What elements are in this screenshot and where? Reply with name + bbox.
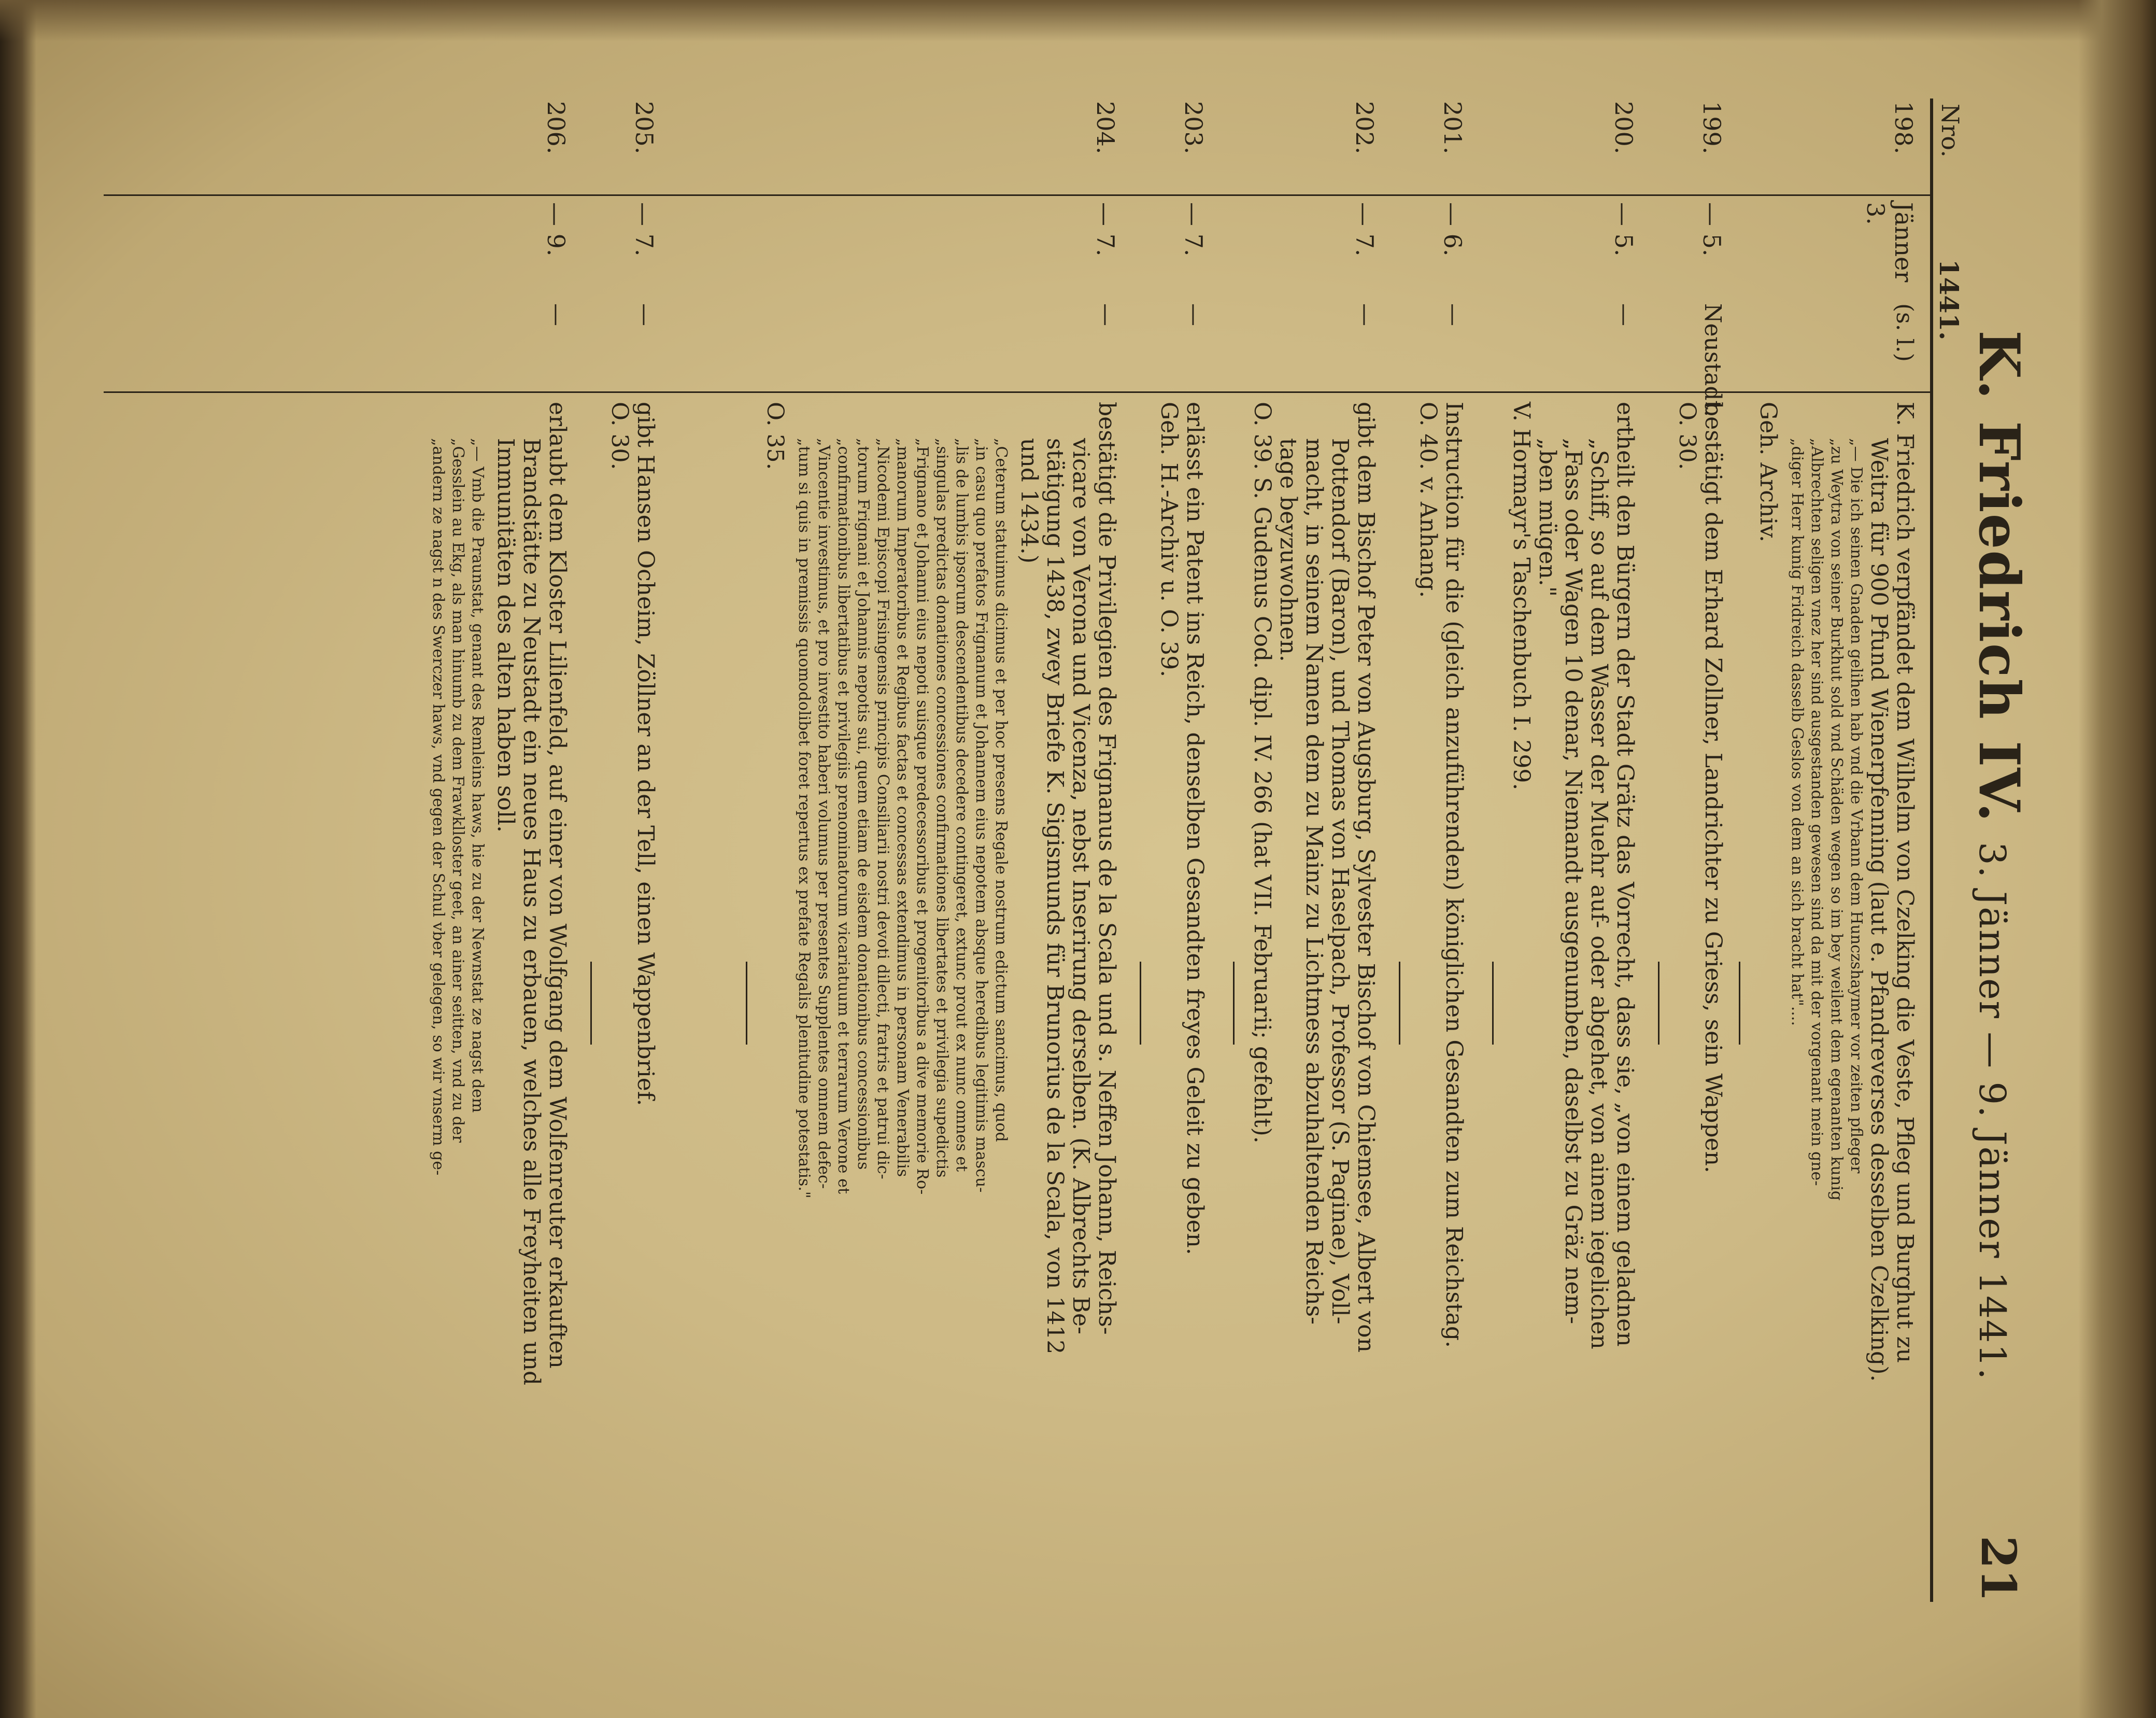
quote-line: „— Die ich seinen Gnaden gelihen hab vnd die Vrbann dem Hunczshaymer vor zeiten pfleger	[1847, 438, 1865, 1174]
entry-number: 206.	[542, 101, 570, 154]
entry-place: (s. l.)	[1891, 303, 1918, 362]
entry-place: —	[1352, 303, 1379, 326]
entry-reference: Geh. Archiv.	[1755, 402, 1781, 542]
entry-number: 204.	[1091, 101, 1119, 154]
book-gutter	[2078, 0, 2156, 1718]
scan-shadow-edge	[0, 0, 36, 1718]
entry-body	[1226, 402, 1379, 1604]
entry-body	[739, 402, 1119, 1604]
column-rule	[104, 194, 1933, 196]
entry-line: „Schiff, so auf dem Wasser der Muehr auf- oder abgehet, von ainem iegelichen	[1586, 438, 1612, 1349]
entry-place: —	[1440, 303, 1467, 326]
entry-reference: O. 40. v. Anhang.	[1415, 402, 1441, 598]
quote-line: „andern ze nagst n des Swerczer haws, vnd gegen der Schul vber gelegen, so wir vnserm ge-	[429, 438, 447, 1176]
entry-reference: O. 30.	[606, 402, 633, 470]
entry-line: Immunitäten des alten haben soll.	[492, 438, 519, 833]
entry-divider	[1492, 962, 1494, 1045]
entry-body	[1132, 402, 1208, 1604]
quote-line: „manorum Imperatoribus et Regibus factas et concessas extendimus in personam Venerabilis	[893, 438, 912, 1177]
entry-line: Brandstätte zu Neustadt ein neues Haus zu erbauen, welches alle Freyheiten und	[518, 438, 545, 1386]
heading-dates: 3. Jänner — 9. Jänner 1441.	[1971, 842, 2013, 1381]
entry-date: — 6.	[1439, 202, 1467, 257]
quote-line: „Nicodemi Episcopi Frisingensis principis Consiliarii nostri devoti dilecti, fratris et patrui dic-	[874, 438, 892, 1179]
entry-place: —	[1093, 303, 1119, 326]
entry-line: ertheilt den Bürgern der Stadt Grätz das Vorrecht, dass sie, „von einem geladnen	[1612, 402, 1638, 1347]
entry-divider	[1140, 962, 1141, 1045]
entry-line: macht, in seinem Namen dem zu Mainz zu Lichtmess abzuhaltenden Reichs-	[1301, 438, 1327, 1325]
entry-body	[1485, 402, 1638, 1604]
page-number: 21	[1970, 1535, 2026, 1602]
heading-title: K. Friedrich IV.	[1966, 330, 2032, 823]
quote-line: „Albrechten seligen vnez her sind ausgestanden gewesen sind da mit der vorgenant mein gne-	[1808, 438, 1826, 1186]
rotated-book-page	[57, 88, 2037, 1623]
entry-date: — 9.	[542, 202, 570, 257]
entry-body	[583, 402, 658, 1604]
entry-line: tage beyzuwohnen.	[1275, 438, 1301, 662]
entry-number: 199.	[1698, 101, 1726, 154]
entry-place: —	[1611, 303, 1638, 326]
entry-divider	[590, 962, 592, 1045]
entry-divider	[746, 962, 747, 1045]
entry-date: — 7.	[630, 202, 658, 257]
entry-date: Jänner 3.	[1862, 202, 1918, 283]
entry-divider	[1399, 962, 1400, 1045]
quote-line: „diger Herr kunig Fridreich dasselb Geslos von dem an sich bracht hat"....	[1788, 438, 1806, 1026]
entry-number: 198.	[1890, 101, 1918, 154]
entry-line: stätigung 1438, zwey Briefe K. Sigismunds für Brunorius de la Scala, von 1412	[1042, 438, 1068, 1355]
entry-date: — 5.	[1698, 202, 1726, 257]
entry-divider	[1739, 962, 1740, 1045]
entry-reference: V. Hormayr's Taschenbuch I. 299.	[1508, 402, 1535, 791]
entry-line: Weitra für 900 Pfund Wienerpfenning (laut e. Pfandreverses desselben Czelking).	[1866, 438, 1892, 1382]
entry-place: —	[632, 303, 658, 326]
entry-body	[1732, 402, 1918, 1604]
entry-line: erlaubt dem Kloster Lilienfeld, auf einer von Wolfgang dem Wolfenreuter erkauften	[544, 402, 571, 1369]
quote-line: „— Vmb die Praunstat, genant des Remleins haws, hie zu der Newnstat ze nagst dem	[469, 438, 487, 1113]
quote-line: „Gesslein au Ekg, als man hinumb zu dem Frawklloster geet, an ainer seitten, vnd zu der	[449, 438, 467, 1143]
entry-line: vicare von Verona und Vicenza, nebst Inserirung derselben. (K. Albrechts Be-	[1068, 438, 1094, 1334]
entry-place: —	[1181, 303, 1208, 326]
entry-line: „Fass oder Wagen 10 denar, Niemandt ausgenumben, daselbst zu Gräz nem-	[1560, 438, 1586, 1325]
entry-line: erlässt ein Patent ins Reich, denselben Gesandten freyes Geleit zu geben.	[1182, 402, 1208, 1255]
column-header-number: Nro.	[1936, 104, 1964, 158]
header-rule	[1930, 98, 1933, 1602]
entry-line: bestätigt dem Erhard Zollner, Landrichter zu Griess, sein Wappen.	[1700, 402, 1726, 1173]
entry-reference: Geh. H.-Archiv u. O. 39.	[1156, 402, 1182, 678]
quote-line: „singulas predictas donationes concessiones confirmationes libertates et privilegia supedictis	[933, 438, 951, 1178]
column-rule	[104, 391, 1933, 393]
quote-line: „Frignano et Johanni eius nepoti suisque predecessoribus et progenitoribus a dive memorie Ro-	[913, 438, 931, 1195]
entry-body	[1651, 402, 1726, 1604]
quote-line: „zu Weytra von seiner Burkhut sold vnd Schäden wegen so im bey weilent dem egenanten kunig	[1827, 438, 1846, 1201]
entry-line: „ben mügen."	[1534, 438, 1561, 597]
entry-date: — 7.	[1091, 202, 1119, 257]
entry-date: — 7.	[1351, 202, 1379, 257]
quote-line: „tum si quis in premissis quomodolibet foret repertus ex prefate Regalis plenitudine potestatis."	[795, 438, 813, 1199]
entry-number: 205.	[630, 101, 658, 154]
entry-line: Pottendorf (Baron), und Thomas von Haselpach, Professor (S. Paginae), Voll-	[1327, 438, 1353, 1325]
entry-divider	[1233, 962, 1235, 1045]
page-heading	[1966, 88, 2032, 1623]
entry-line: gibt dem Bischof Peter von Augsburg, Sylvester Bischof von Chiemsee, Albert von	[1353, 402, 1379, 1353]
entry-reference: O. 35.	[762, 402, 788, 470]
quote-line: „Ceterum statuimus dicimus et per hoc presens Regale nostrum edictum sancimus, quod	[992, 438, 1010, 1142]
entry-body	[428, 402, 570, 1604]
entry-number: 202.	[1351, 101, 1379, 154]
entry-line: und 1434.)	[1016, 438, 1042, 564]
scan-top-edge	[0, 0, 2156, 41]
quote-line: „Vincentie investimus, et pro investito haberi volumus per presentes Supplentes omnem defec-	[815, 438, 833, 1189]
column-header-year: 1441.	[1934, 259, 1964, 341]
entry-date: — 5.	[1610, 202, 1638, 257]
quote-line: „lis de lumbis ipsorum descendentibus decedere contingeret, extunc prout ex nunc omnes et	[953, 438, 971, 1172]
entry-place: Neustadt.	[1699, 303, 1726, 417]
quote-line: „confirmationibus libertatibus et privilegiis prenominatorum vicariatuum et terrarum Verone et	[834, 438, 853, 1194]
entry-reference: O. 39. S. Gudenus Cod. dipl. IV. 266 (hat VII. Februarii; gefehlt).	[1249, 402, 1275, 1144]
quote-line: „torum Frignani et Johannis nepotis sui, quem etiam de eisdem donationibus concessionibus	[854, 438, 872, 1170]
entry-number: 203.	[1180, 101, 1208, 154]
entry-reference: O. 30.	[1674, 402, 1700, 470]
entry-number: 201.	[1439, 101, 1467, 154]
entry-line: bestätigt die Privilegien des Frignanus de la Scala und s. Neffen Johann, Reichs-	[1094, 402, 1120, 1335]
entry-date: — 7.	[1180, 202, 1208, 257]
entry-body	[1392, 402, 1467, 1604]
entry-line: K. Friedrich verpfändet dem Wilhelm von Czelking die Veste, Pfleg und Burghut zu	[1892, 402, 1918, 1363]
entry-number: 200.	[1610, 101, 1638, 154]
quote-line: „in casu quo prefatos Frignanum et Johannem eius nepotem absque heredibus legitimis mascu-	[972, 438, 990, 1193]
entry-place: —	[544, 303, 570, 326]
entry-divider	[1658, 962, 1659, 1045]
entry-line: gibt Hansen Ocheim, Zöllner an der Tell, einen Wappenbrief.	[632, 402, 659, 1106]
entry-line: Instruction für die (gleich anzuführenden) königlichen Gesandten zum Reichstag.	[1441, 402, 1467, 1348]
